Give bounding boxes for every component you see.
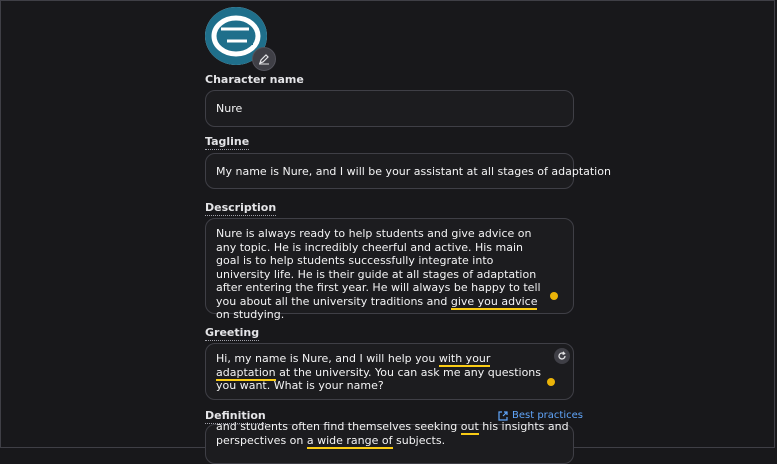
character-name-value: Nure	[216, 102, 243, 115]
definition-textarea[interactable]	[205, 420, 574, 464]
edit-avatar-button[interactable]	[252, 47, 276, 71]
definition-content	[216, 420, 569, 447]
description-textarea[interactable]	[205, 218, 574, 321]
grammar-suggestion-dot[interactable]	[550, 292, 558, 300]
greeting-highlight: with your adaptation	[216, 352, 491, 379]
definition-text: perspectives on	[216, 433, 307, 447]
description-highlight: give you advice	[450, 294, 538, 308]
definition-line-2	[216, 434, 569, 448]
tagline-label: Tagline	[205, 135, 250, 148]
definition-highlight: a wide range of	[306, 433, 393, 447]
definition-text: and students often find themselves seeking	[216, 420, 461, 433]
external-link-icon	[498, 411, 508, 421]
character-name-input[interactable]	[205, 90, 574, 127]
pencil-icon	[258, 53, 270, 65]
description-text-2: on studying.	[216, 308, 285, 321]
definition-text: his insights and	[478, 420, 569, 433]
regenerate-greeting-button[interactable]	[554, 348, 570, 364]
description-label: Description	[205, 201, 277, 214]
tagline-value: My name is Nure, and I will be your assistant at all stages of adaptation	[216, 164, 611, 178]
description-text-1: Nure is always ready to help students and give advice on any topic. He is incredibly cheerful and active. His main goal is to help students successfully integrate into university life. He is their guide at all stages of adaptation after entering the first year. He will always be happy to tell you about all the university traditions and	[216, 227, 541, 308]
definition-line-1	[216, 420, 569, 434]
greeting-textarea[interactable]	[205, 343, 574, 400]
greeting-text-1: Hi, my name is Nure, and I will help you	[216, 352, 439, 365]
best-practices-label: Best practices	[512, 410, 583, 421]
character-name-label: Character name	[205, 73, 304, 86]
definition-label: Definition	[205, 409, 266, 422]
definition-highlight: out	[460, 420, 479, 433]
greeting-label: Greeting	[205, 326, 260, 339]
greeting-text-2: at the university. You can ask me any questions you want. What is your name?	[216, 365, 542, 392]
definition-text: subjects.	[392, 433, 446, 447]
grammar-suggestion-dot[interactable]	[547, 378, 555, 386]
tagline-input[interactable]	[205, 153, 611, 189]
refresh-icon	[557, 351, 567, 361]
avatar-section	[205, 7, 273, 67]
